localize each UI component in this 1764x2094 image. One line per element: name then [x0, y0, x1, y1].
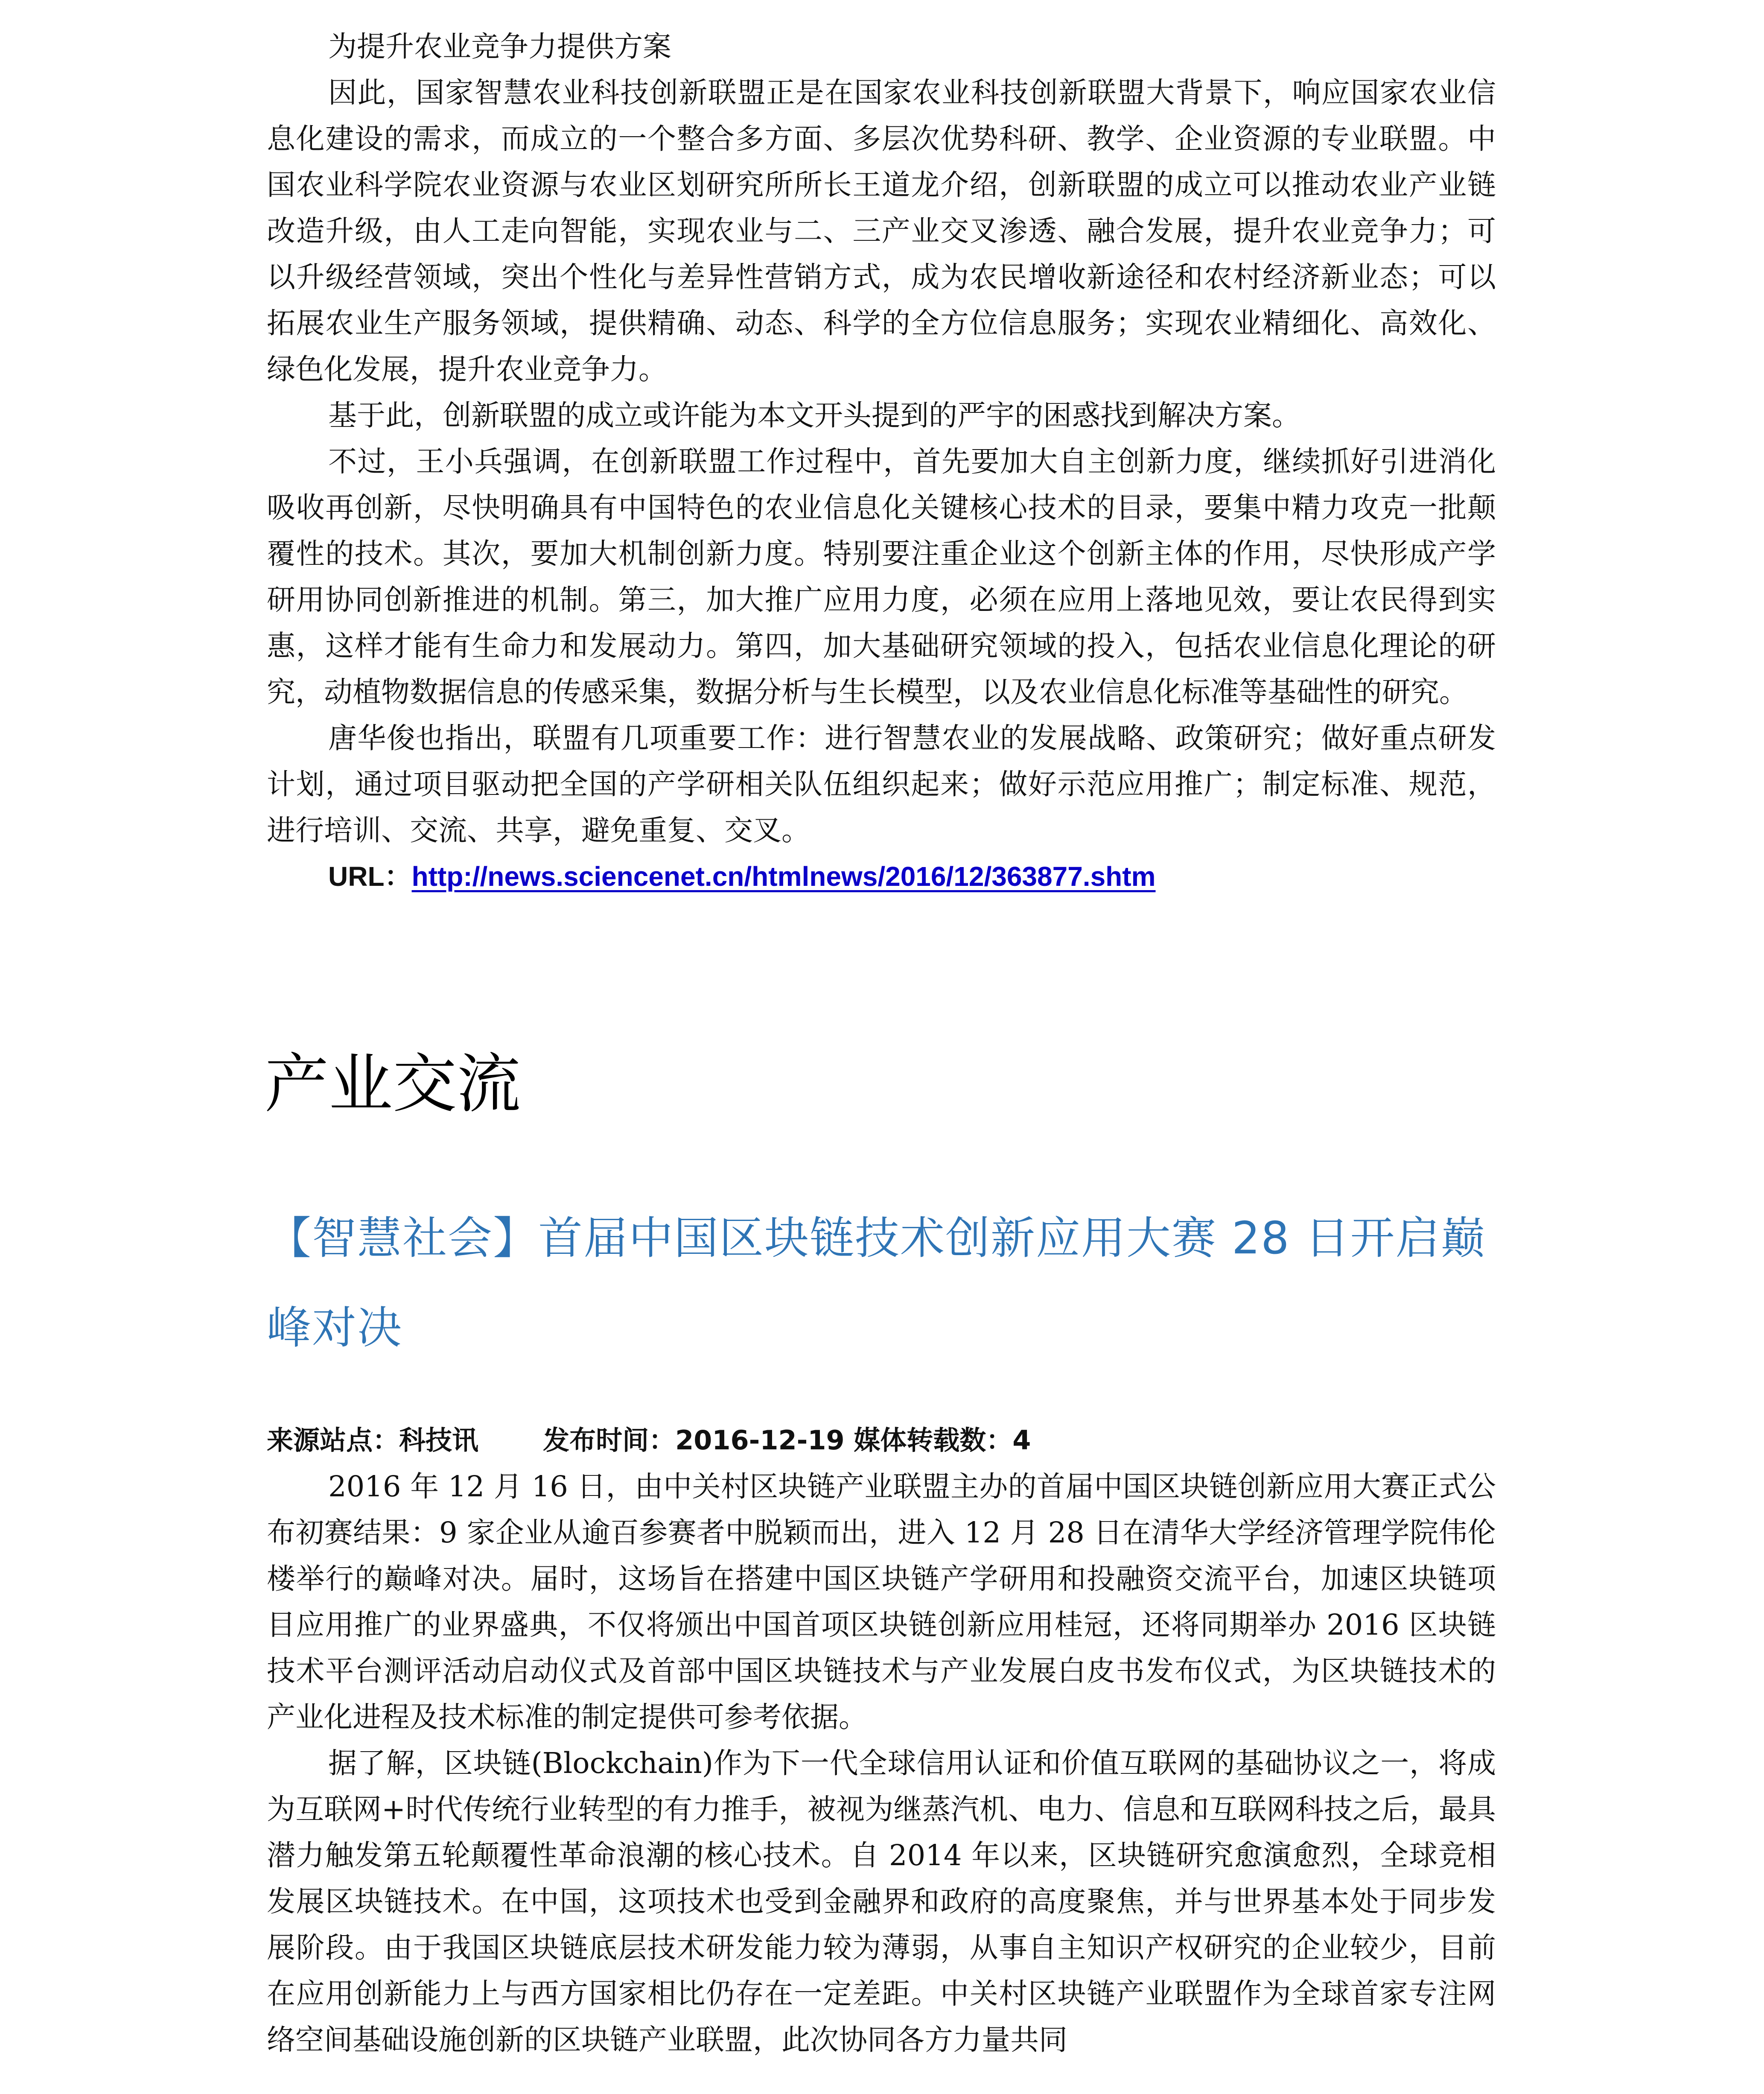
paragraph-wang-xiaobing: 不过，王小兵强调，在创新联盟工作过程中，首先要加大自主创新力度，继续抓好引进消化吸收再创新，尽快明确具有中国特色的农业信息化关键核心技术的目录，要集中精力攻克一批颠覆性的技术。其次，要加大机制创新力度。特别要注重企业这个创新主体的作用，尽快形成产学研用协同创新推进的机制。第三，加大推广应用力度，必须在应用上落地见效，要让农民得到实惠，这样才能有生命力和发展动力。第四，加大基础研究领域的投入，包括农业信息化理论的研究，动植物数据信息的传感采集，数据分析与生长模型，以及农业信息化标准等基础性的研究。 [267, 445, 1496, 709]
paragraph-contest-results: 2016 年 12 月 16 日，由中关村区块链产业联盟主办的首届中国区块链创新应用大赛正式公布初赛结果：9 家企业从逾百参赛者中脱颖而出，进入 12 月 28 日在清华大学经济管理学院伟伦楼举行的巅峰对决。届时，这场旨在搭建中国区块链产学研用和投融资交流平台，加速区块链项目应用推广的业界盛典，不仅将颁出中国首项区块链创新应用桂冠，还将同期举办 2016 区块链技术平台测评活动启动仪式及首部中国区块链技术与产业发展白皮书发布仪式，为区块链技术的产业化进程及技术标准的制定提供可参考依据。 [267, 1470, 1496, 1734]
url-line [267, 853, 1496, 900]
top-section [267, 23, 1496, 900]
url-label: URL： [328, 861, 412, 892]
section-heading: 产业交流 [265, 1047, 521, 1121]
article-meta: 来源站点：科技讯 发布时间：2016-12-19 媒体转载数：4 [267, 1425, 1031, 1456]
paragraph-solution: 基于此，创新联盟的成立或许能为本文开头提到的严宇的困惑找到解决方案。 [328, 399, 1300, 432]
paragraph-blockchain-background: 据了解，区块链(Blockchain)作为下一代全球信用认证和价值互联网的基础协议之一，将成为互联网+时代传统行业转型的有力推手，被视为继蒸汽机、电力、信息和互联网科技之后，最具潜力触发第五轮颠覆性革命浪潮的核心技术。自 2014 年以来，区块链研究愈演愈烈，全球竞相发展区块链技术。在中国，这项技术也受到金融界和政府的高度聚焦，并与世界基本处于同步发展阶段。由于我国区块链底层技术研发能力较为薄弱，从事自主知识产权研究的企业较少，目前在应用创新能力上与西方国家相比仍存在一定差距。中关村区块链产业联盟作为全球首家专注网络空间基础设施创新的区块链产业联盟，此次协同各方力量共同 [267, 1746, 1496, 2056]
paragraph-tang-huajun: 唐华俊也指出，联盟有几项重要工作：进行智慧农业的发展战略、政策研究；做好重点研发计划，通过项目驱动把全国的产学研相关队伍组织起来；做好示范应用推广；制定标准、规范，进行培训、交流、共享，避免重复、交叉。 [267, 721, 1496, 847]
article-title: 【智慧社会】首届中国区块链技术创新应用大赛 28 日开启巅峰对决 [267, 1212, 1486, 1354]
paragraph-alliance-background: 因此，国家智慧农业科技创新联盟正是在国家农业科技创新联盟大背景下，响应国家农业信息化建设的需求，而成立的一个整合多方面、多层次优势科研、教学、企业资源的专业联盟。中国农业科学院农业资源与农业区划研究所所长王道龙介绍，创新联盟的成立可以推动农业产业链改造升级，由人工走向智能，实现农业与二、三产业交叉渗透、融合发展，提升农业竞争力；可以升级经营领域，突出个性化与差异性营销方式，成为农民增收新途径和农村经济新业态；可以拓展农业生产服务领域，提供精确、动态、科学的全方位信息服务；实现农业精细化、高效化、绿色化发展，提升农业竞争力。 [267, 76, 1496, 386]
article-body [267, 1463, 1496, 2063]
source-link[interactable]: http://news.sciencenet.cn/htmlnews/2016/12/363877.shtm [411, 861, 1156, 892]
paragraph-intro-heading: 为提升农业竞争力提供方案 [328, 30, 671, 63]
